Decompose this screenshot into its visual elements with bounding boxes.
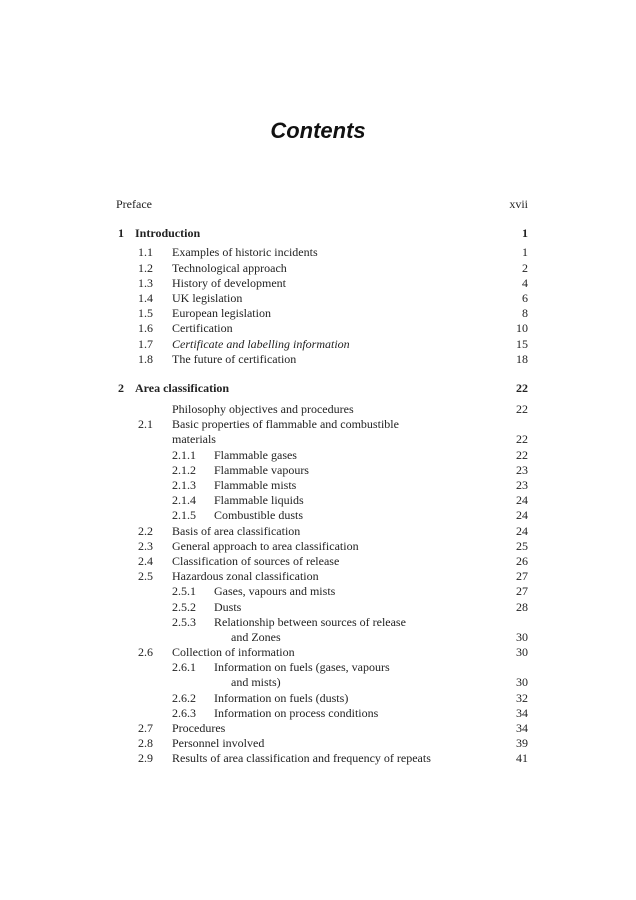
entry-page: 10 bbox=[516, 321, 528, 336]
toc-entry[interactable] bbox=[116, 584, 528, 599]
entry-title: Flammable mists bbox=[214, 478, 297, 493]
entry-title bbox=[214, 615, 406, 645]
entry-page: 23 bbox=[516, 478, 528, 493]
entry-number: 2.7 bbox=[138, 721, 153, 736]
entry-title: Personnel involved bbox=[172, 736, 265, 751]
toc-entry[interactable] bbox=[116, 751, 528, 766]
entry-title: The future of certification bbox=[172, 351, 297, 366]
entry-page: 30 bbox=[516, 675, 528, 690]
toc-entry[interactable] bbox=[116, 337, 528, 352]
entry-page: 34 bbox=[516, 721, 528, 736]
entry-title: Dusts bbox=[214, 599, 242, 614]
chapter-number: 1 bbox=[118, 226, 124, 241]
entry-page: 2 bbox=[522, 260, 528, 275]
entry-number: 1.2 bbox=[138, 260, 153, 275]
entry-number: 2.1 bbox=[138, 417, 153, 432]
entry-title-line-2: and Zones bbox=[231, 629, 281, 644]
entry-page: 4 bbox=[522, 275, 528, 290]
entry-number: 2.1.1 bbox=[172, 447, 196, 462]
entry-number: 1.1 bbox=[138, 245, 153, 260]
entry-number: 2.5.3 bbox=[172, 614, 196, 629]
entry-page: 28 bbox=[516, 599, 528, 614]
entry-title-line-1: Information on fuels (gases, vapours bbox=[214, 660, 390, 675]
entry-title: Classification of sources of release bbox=[172, 553, 340, 568]
entry-page: 39 bbox=[516, 736, 528, 751]
entry-title: Information on process conditions bbox=[214, 705, 379, 720]
entry-number: 1.6 bbox=[138, 321, 153, 336]
toc-entry[interactable] bbox=[116, 261, 528, 276]
toc-entry[interactable] bbox=[116, 291, 528, 306]
entry-number: 2.1.3 bbox=[172, 478, 196, 493]
toc-entry[interactable] bbox=[116, 660, 528, 690]
entry-title bbox=[172, 417, 399, 447]
chapter-page: 1 bbox=[522, 226, 528, 241]
entry-number: 2.4 bbox=[138, 553, 153, 568]
entry-page: 24 bbox=[516, 508, 528, 523]
entry-page: 27 bbox=[516, 584, 528, 599]
entry-number: 2.5.2 bbox=[172, 599, 196, 614]
entry-title: Procedures bbox=[172, 721, 226, 736]
page-title: Contents bbox=[270, 118, 366, 143]
toc-entry[interactable] bbox=[116, 321, 528, 336]
entry-number: 1.5 bbox=[138, 306, 153, 321]
entry-page: 27 bbox=[516, 569, 528, 584]
entry-page: 30 bbox=[516, 645, 528, 660]
toc-entry[interactable] bbox=[116, 569, 528, 584]
entry-number: 1.3 bbox=[138, 275, 153, 290]
entry-title: Gases, vapours and mists bbox=[214, 584, 336, 599]
entry-number: 1.7 bbox=[138, 336, 153, 351]
toc-chapter-2[interactable] bbox=[116, 381, 528, 396]
toc-entry-title: Preface bbox=[116, 197, 152, 211]
toc-entry[interactable] bbox=[116, 463, 528, 478]
entry-number: 2.6 bbox=[138, 645, 153, 660]
entry-page: 25 bbox=[516, 538, 528, 553]
entry-title-line-1: Relationship between sources of release bbox=[214, 614, 406, 629]
toc-entry-page: xvii bbox=[509, 197, 528, 211]
toc-entry[interactable] bbox=[116, 736, 528, 751]
entry-title: Philosophy objectives and procedures bbox=[172, 402, 354, 417]
entry-number: 2.1.5 bbox=[172, 508, 196, 523]
entry-number: 2.6.1 bbox=[172, 660, 196, 675]
entry-page: 24 bbox=[516, 493, 528, 508]
entry-page: 26 bbox=[516, 553, 528, 568]
toc-entry-preface[interactable] bbox=[116, 197, 528, 212]
entry-title: Combustible dusts bbox=[214, 508, 304, 523]
entry-number: 2.2 bbox=[138, 523, 153, 538]
entry-title: Examples of historic incidents bbox=[172, 245, 318, 260]
chapter-title: Area classification bbox=[135, 380, 230, 395]
toc-entry[interactable] bbox=[116, 524, 528, 539]
entry-title: Certification bbox=[172, 321, 233, 336]
entry-page: 30 bbox=[516, 629, 528, 644]
toc-entry[interactable] bbox=[116, 306, 528, 321]
toc-entry[interactable] bbox=[116, 493, 528, 508]
entry-title: Flammable gases bbox=[214, 447, 297, 462]
entry-page: 1 bbox=[522, 245, 528, 260]
entry-number: 2.8 bbox=[138, 736, 153, 751]
entry-page: 23 bbox=[516, 462, 528, 477]
entry-number: 2.9 bbox=[138, 751, 153, 766]
entry-number: 1.4 bbox=[138, 290, 153, 305]
chapter-title: Introduction bbox=[135, 226, 201, 241]
entry-title: Flammable liquids bbox=[214, 493, 304, 508]
entry-page: 32 bbox=[516, 690, 528, 705]
entry-page: 22 bbox=[516, 402, 528, 417]
chapter-number: 2 bbox=[118, 380, 124, 395]
entry-title bbox=[214, 660, 390, 690]
entry-page: 41 bbox=[516, 751, 528, 766]
toc-entry[interactable] bbox=[116, 691, 528, 706]
toc-chapter-1[interactable] bbox=[116, 226, 528, 241]
toc-entry[interactable] bbox=[116, 276, 528, 291]
entry-title: Technological approach bbox=[172, 260, 287, 275]
entry-number: 2.6.2 bbox=[172, 690, 196, 705]
entry-title: Information on fuels (dusts) bbox=[214, 690, 349, 705]
entry-title: General approach to area classification bbox=[172, 538, 359, 553]
entry-number: 2.5 bbox=[138, 569, 153, 584]
toc-entry[interactable] bbox=[116, 645, 528, 660]
toc-entry[interactable] bbox=[116, 706, 528, 721]
toc-entry[interactable] bbox=[116, 478, 528, 493]
toc-entry[interactable] bbox=[116, 508, 528, 523]
entry-title: Collection of information bbox=[172, 645, 295, 660]
toc-entry[interactable] bbox=[116, 615, 528, 645]
entry-title: UK legislation bbox=[172, 290, 243, 305]
entry-page: 34 bbox=[516, 705, 528, 720]
entry-title: Basis of area classification bbox=[172, 523, 301, 538]
entry-title: Certificate and labelling information bbox=[172, 336, 350, 351]
toc-entry[interactable] bbox=[116, 245, 528, 260]
toc-entry[interactable] bbox=[116, 352, 528, 367]
entry-title-line-2: materials bbox=[172, 432, 216, 447]
entry-number: 2.1.2 bbox=[172, 462, 196, 477]
entry-title: History of development bbox=[172, 275, 286, 290]
entry-title: European legislation bbox=[172, 306, 271, 321]
toc-entry[interactable] bbox=[116, 448, 528, 463]
entry-page: 8 bbox=[522, 306, 528, 321]
entry-title: Hazardous zonal classification bbox=[172, 569, 319, 584]
entry-number: 2.6.3 bbox=[172, 705, 196, 720]
toc-entry[interactable] bbox=[116, 539, 528, 554]
entry-title: Flammable vapours bbox=[214, 462, 309, 477]
toc-entry[interactable] bbox=[116, 600, 528, 615]
toc-entry[interactable] bbox=[116, 554, 528, 569]
entry-page: 6 bbox=[522, 290, 528, 305]
entry-title-line-2: and mists) bbox=[231, 675, 281, 690]
toc-entry[interactable] bbox=[116, 721, 528, 736]
entry-page: 24 bbox=[516, 523, 528, 538]
toc-entry[interactable] bbox=[116, 417, 528, 447]
chapter-page: 22 bbox=[516, 380, 528, 395]
entry-number: 2.3 bbox=[138, 538, 153, 553]
entry-title: Results of area classification and frequency of repeats bbox=[172, 751, 431, 766]
toc-entry[interactable] bbox=[116, 402, 528, 417]
table-of-contents bbox=[116, 197, 528, 767]
entry-title-line-1: Basic properties of flammable and combustible bbox=[172, 417, 399, 432]
entry-page: 22 bbox=[516, 447, 528, 462]
entry-number: 1.8 bbox=[138, 351, 153, 366]
entry-page: 22 bbox=[516, 432, 528, 447]
entry-page: 18 bbox=[516, 351, 528, 366]
entry-number: 2.5.1 bbox=[172, 584, 196, 599]
entry-page: 15 bbox=[516, 336, 528, 351]
entry-number: 2.1.4 bbox=[172, 493, 196, 508]
